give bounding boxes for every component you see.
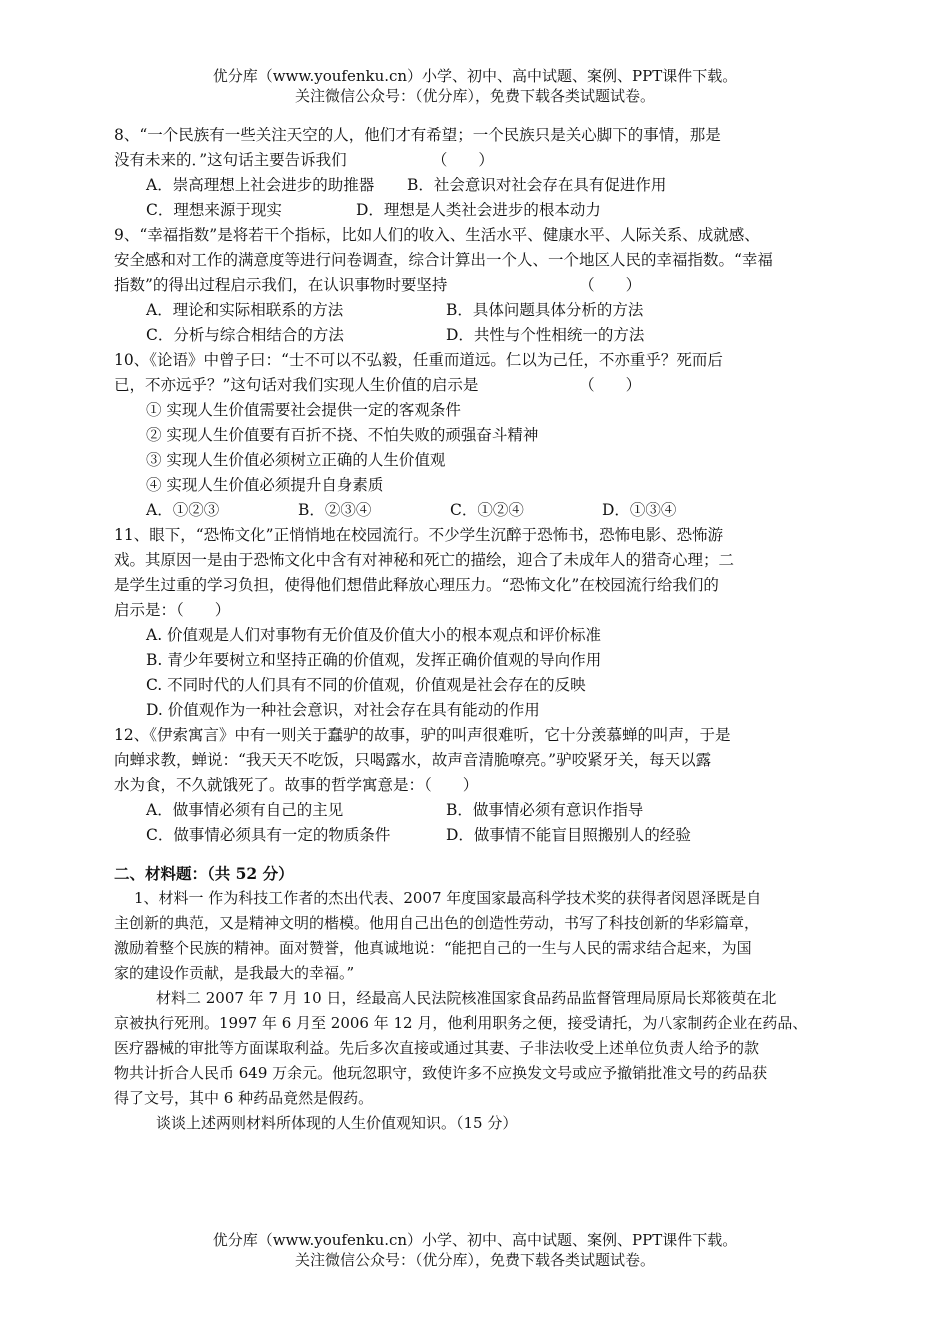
- question-9-options-cd: [114, 323, 844, 348]
- question-11-line-3: 是学生过重的学习负担，使得他们想借此释放心理压力。“恐怖文化”在校园流行给我们的: [114, 576, 719, 594]
- header-line-1: 优分库（www.youfenku.cn）小学、初中、高中试题、案例、PPT课件下载。: [212, 67, 738, 85]
- material-question: 谈谈上述两则材料所体现的人生价值观知识。（15 分）: [156, 1114, 518, 1132]
- material-2-line-5: 得了文号，其中 6 种药品竟然是假药。: [114, 1089, 374, 1107]
- question-12-line-2: 向蝉求教，蝉说：“我天天不吃饭，只喝露水，故声音清脆嘹亮。”驴咬紧牙关，每天以露: [114, 751, 712, 769]
- material-1-line-4: 家的建设作贡献，是我最大的幸福。”: [114, 964, 355, 982]
- question-12-options-cd: [114, 823, 844, 848]
- question-9-option-b: B．具体问题具体分析的方法: [446, 301, 644, 319]
- question-12-option-c: C．做事情必须具有一定的物质条件: [146, 826, 391, 844]
- footer-line-2: 关注微信公众号：（优分库），免费下载各类试题试卷。: [294, 1251, 655, 1269]
- question-11-line-4: 启示是：（ ）: [114, 601, 231, 619]
- question-10-item-3: ③ 实现人生价值必须树立正确的人生价值观: [146, 451, 446, 469]
- question-8-option-a: A．崇高理想上社会进步的助推器: [146, 176, 375, 194]
- question-10-item-4: ④ 实现人生价值必须提升自身素质: [146, 476, 384, 494]
- question-11-line-2: 戏。其原因一是由于恐怖文化中含有对神秘和死亡的描绘，迎合了未成年人的猎奇心理；二: [114, 551, 735, 569]
- exam-content: [114, 123, 844, 1136]
- question-8: [114, 123, 844, 223]
- question-11-option-d: D. 价值观作为一种社会意识，对社会存在具有能动的作用: [146, 701, 540, 719]
- section-2-title: 二、材料题：（共 52 分）: [114, 864, 294, 883]
- question-10-line-2: 已，不亦远乎？”这句话对我们实现人生价值的启示是 （ ）: [114, 376, 642, 394]
- question-11-option-c: C. 不同时代的人们具有不同的价值观，价值观是社会存在的反映: [146, 676, 586, 694]
- question-12: [114, 723, 844, 848]
- question-12-option-b: B．做事情必须有意识作指导: [446, 801, 644, 819]
- question-9-option-a: A．理论和实际相联系的方法: [146, 301, 344, 319]
- material-2-line-3: 医疗器械的审批等方面谋取利益。先后多次直接或通过其妻、子非法收受上述单位负责人给予的款: [114, 1039, 760, 1057]
- question-11: [114, 523, 844, 723]
- question-11-line-1: 11、眼下，“恐怖文化”正悄悄地在校园流行。不少学生沉醉于恐怖书，恐怖电影、恐怖游: [114, 526, 724, 544]
- question-10-option-c: C．①②④: [450, 501, 524, 519]
- question-8-option-c: C．理想来源于现实: [146, 201, 282, 219]
- material-1-line-3: 激励着整个民族的精神。面对赞誉，他真诚地说：“能把自己的一生与人民的需求结合起来，为国: [114, 939, 752, 957]
- question-9-line-3: 指数”的得出过程启示我们，在认识事物时要坚持 （ ）: [114, 276, 642, 294]
- question-9-options-ab: [114, 298, 844, 323]
- question-10-options: [114, 498, 844, 523]
- material-2-line-4: 物共计折合人民币 649 万余元。他玩忽职守，致使许多不应换发文号或应予撤销批准文号的药品获: [114, 1064, 768, 1082]
- page-header: [0, 66, 950, 106]
- question-9-line-1: 9、“幸福指数”是将若干个指标，比如人们的收入、生活水平、健康水平、人际关系、成就感、: [114, 226, 760, 244]
- question-8-options-cd: [114, 198, 844, 223]
- question-10-item-2: ② 实现人生价值要有百折不挠、不怕失败的顽强奋斗精神: [146, 426, 539, 444]
- question-10-option-a: A．①②③: [146, 501, 220, 519]
- material-1-line-2: 主创新的典范，又是精神文明的楷模。他用自己出色的创造性劳动，书写了科技创新的华彩篇章，: [114, 914, 760, 932]
- question-12-option-a: A．做事情必须有自己的主见: [146, 801, 344, 819]
- question-10: [114, 348, 844, 523]
- question-10-option-b: B．②③④: [298, 501, 372, 519]
- question-11-option-b: B. 青少年要树立和坚持正确的价值观，发挥正确价值观的导向作用: [146, 651, 602, 669]
- question-9-option-d: D．共性与个性相统一的方法: [446, 326, 645, 344]
- footer-line-1: 优分库（www.youfenku.cn）小学、初中、高中试题、案例、PPT课件下载。: [212, 1231, 738, 1249]
- question-8-options-ab: [114, 173, 844, 198]
- question-12-line-3: 水为食，不久就饿死了。故事的哲学寓意是：（ ）: [114, 776, 479, 794]
- question-8-option-b: B．社会意识对社会存在具有促进作用: [407, 176, 667, 194]
- question-10-line-1: 10、《论语》中曾子曰：“士不可以不弘毅，任重而道远。仁以为己任，不亦重乎？死而后: [114, 351, 723, 369]
- question-12-option-d: D．做事情不能盲目照搬别人的经验: [446, 826, 691, 844]
- material-2-line-2: 京被执行死刑。1997 年 6 月至 2006 年 12 月，他利用职务之便，接受请托，为八家制药企业在药品、: [114, 1014, 808, 1032]
- question-12-line-1: 12、《伊索寓言》中有一则关于蠢驴的故事，驴的叫声很难听，它十分羡慕蝉的叫声，于是: [114, 726, 731, 744]
- question-8-line-1: 8、“一个民族有一些关注天空的人，他们才有希望；一个民族只是关心脚下的事情，那是: [114, 126, 721, 144]
- material-1-line-1: 1、材料一 作为科技工作者的杰出代表、2007 年度国家最高科学技术奖的获得者闵恩泽既是自: [134, 889, 762, 907]
- question-10-option-d: D．①③④: [602, 501, 677, 519]
- question-12-options-ab: [114, 798, 844, 823]
- question-9: [114, 223, 844, 348]
- material-2-line-1: 材料二 2007 年 7 月 10 日，经最高人民法院核准国家食品药品监督管理局原局长郑筱萸在北: [156, 989, 777, 1007]
- question-9-line-2: 安全感和对工作的满意度等进行问卷调查，综合计算出一个人、一个地区人民的幸福指数。“幸福: [114, 251, 773, 269]
- question-11-option-a: A. 价值观是人们对事物有无价值及价值大小的根本观点和评价标准: [146, 626, 602, 644]
- page-footer: [0, 1230, 950, 1270]
- question-8-option-d: D．理想是人类社会进步的根本动力: [356, 201, 601, 219]
- header-line-2: 关注微信公众号：（优分库），免费下载各类试题试卷。: [294, 87, 655, 105]
- question-9-option-c: C．分析与综合相结合的方法: [146, 326, 344, 344]
- question-10-item-1: ① 实现人生价值需要社会提供一定的客观条件: [146, 401, 461, 419]
- question-8-line-2: 没有未来的．”这句话主要告诉我们 （ ）: [114, 151, 494, 169]
- section-2-material: [114, 886, 844, 1136]
